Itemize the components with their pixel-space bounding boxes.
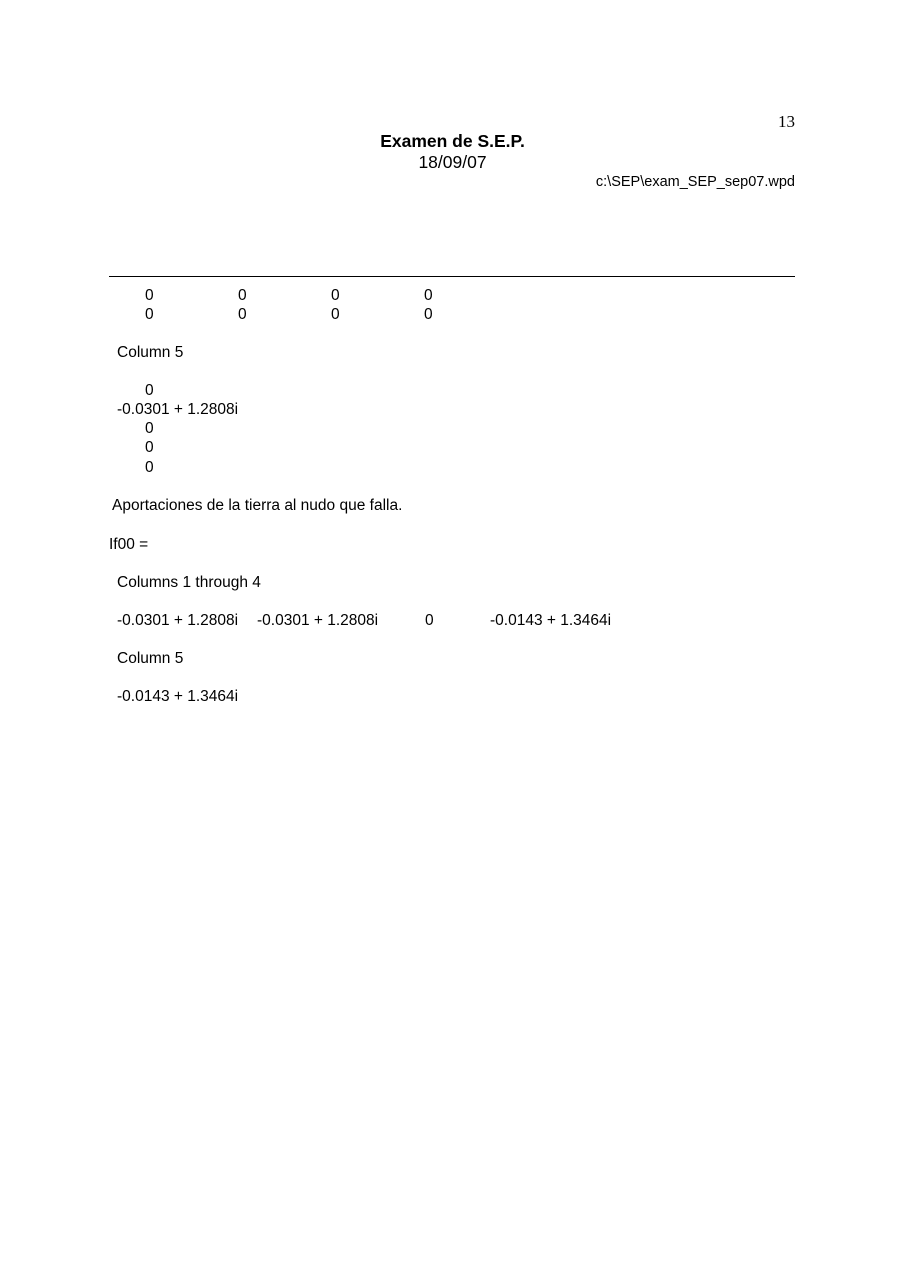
column5-value: 0 [145,439,154,456]
if00-value: 0 [425,612,434,629]
note-text: Aportaciones de la tierra al nudo que falla. [112,497,403,514]
header-divider [109,276,795,277]
column5-heading-2: Column 5 [117,650,184,667]
if00-assignment: If00 = [109,536,149,553]
columns-heading: Columns 1 through 4 [117,574,261,591]
column5-heading: Column 5 [117,344,184,361]
if00-value: -0.0143 + 1.3464i [490,612,612,629]
column5-value: 0 [145,382,154,399]
matrix-cell: 0 [331,306,340,323]
document-title: Examen de S.E.P. [380,131,525,151]
matrix-cell: 0 [238,306,247,323]
matrix-cell: 0 [238,287,247,304]
document-date: 18/09/07 [418,152,487,172]
matrix-cell: 0 [424,306,433,323]
column5-value: -0.0301 + 1.2808i [117,401,239,418]
matrix-cell: 0 [145,306,154,323]
column5-value-2: -0.0143 + 1.3464i [117,688,239,705]
if00-value: -0.0301 + 1.2808i [257,612,379,629]
matrix-cell: 0 [424,287,433,304]
file-path: c:\SEP\exam_SEP_sep07.wpd [595,174,795,190]
matrix-cell: 0 [331,287,340,304]
column5-value: 0 [145,420,154,437]
matrix-cell: 0 [145,287,154,304]
column5-value: 0 [145,459,154,476]
page-number: 13 [778,112,795,131]
if00-value: -0.0301 + 1.2808i [117,612,239,629]
